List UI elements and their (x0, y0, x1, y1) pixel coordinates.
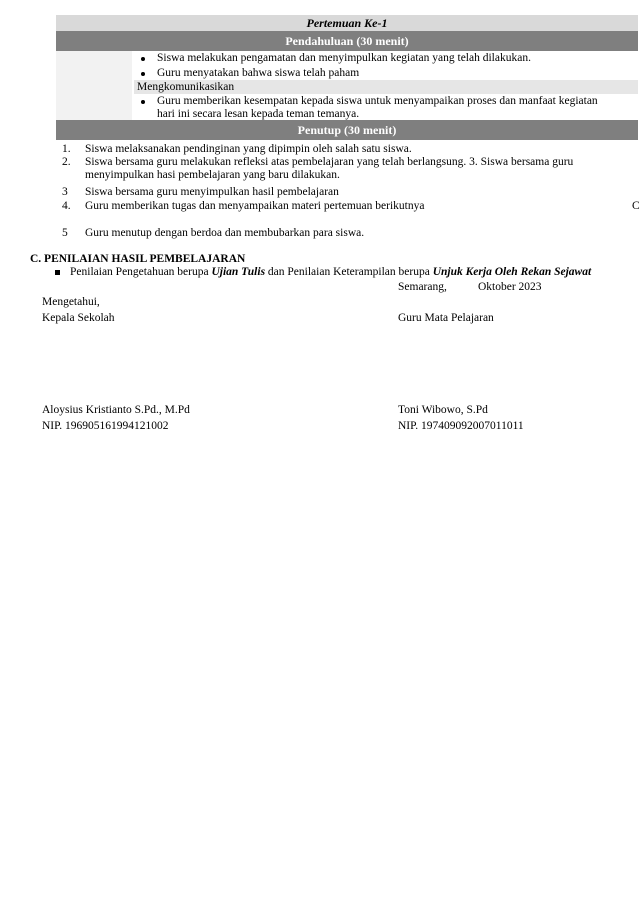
assessment-em-2: Unjuk Kerja Oleh Rekan Sejawat (432, 266, 592, 278)
assessment-em-1: Ujian Tulis (211, 266, 266, 278)
closing-item-4-text: Guru memberikan tugas dan menyampaikan materi pertemuan berikutnya (85, 200, 425, 212)
intro-bullet-1: Siswa melakukan pengamatan dan menyimpulkan kegiatan yang telah dilakukan. (157, 52, 531, 64)
closing-item-2-text-cont: menyimpulkan hasi pembelajaran yang baru dilakukan. (85, 169, 340, 181)
closing-item-3-text: Siswa bersama guru menyimpulkan hasil pembelajaran (85, 186, 339, 198)
intro-left-cell (56, 51, 132, 120)
meeting-title-row (56, 15, 638, 31)
closing-item-1-text: Siswa melaksanakan pendinginan yang dipimpin oleh salah satu siswa. (85, 143, 412, 155)
bullet-dot (141, 72, 145, 76)
closing-item-2-num: 2. (62, 156, 71, 168)
closing-item-4-num: 4. (62, 200, 71, 212)
closing-item-3-num: 3 (62, 186, 68, 198)
square-bullet-icon (55, 270, 60, 275)
left-signer-name: Aloysius Kristianto S.Pd., M.Pd (42, 404, 190, 416)
closing-item-1-num: 1. (62, 143, 71, 155)
bullet-dot (141, 57, 145, 61)
signature-place: Semarang, (398, 281, 447, 293)
left-label-2: Kepala Sekolah (42, 312, 115, 324)
intro-header: Pendahuluan (30 menit) (285, 34, 409, 48)
edge-glyph: C (632, 200, 640, 212)
assessment-text-2: dan Penilaian Keterampilan berupa (265, 266, 433, 278)
meeting-title: Pertemuan Ke-1 (306, 16, 388, 30)
closing-item-5-text: Guru menutup dengan berdoa dan membubarkan para siswa. (85, 227, 365, 239)
assessment-text-1: Penilaian Pengetahuan berupa (70, 266, 212, 278)
closing-item-2-text: Siswa bersama guru melakukan refleksi atas pembelajaran yang telah berlangsung. 3. Siswa bersama guru (85, 156, 574, 168)
bullet-dot (141, 100, 145, 104)
right-signer-name: Toni Wibowo, S.Pd (398, 404, 488, 416)
closing-header: Penutup (30 menit) (297, 123, 397, 137)
communicate-label: Mengkomunikasikan (137, 81, 235, 93)
section-c-assessment (70, 266, 591, 279)
communicate-bullet-line-1: Guru memberikan kesempatan kepada siswa untuk menyampaikan proses dan manfaat kegiatan (157, 95, 598, 107)
signature-date: Oktober 2023 (478, 281, 542, 293)
right-label: Guru Mata Pelajaran (398, 312, 494, 324)
left-signer-nip: NIP. 196905161994121002 (42, 420, 169, 432)
intro-bullet-2: Guru menyatakan bahwa siswa telah paham (157, 67, 360, 79)
left-label-1: Mengetahui, (42, 296, 100, 308)
section-c-title: C. PENILAIAN HASIL PEMBELAJARAN (30, 253, 246, 265)
right-signer-nip: NIP. 197409092007011011 (398, 420, 524, 432)
closing-header-row (56, 120, 638, 140)
communicate-bullet-line-2: hari ini secara lesan kepada teman temanya. (157, 108, 360, 120)
closing-item-5-num: 5 (62, 227, 68, 239)
intro-header-row (56, 31, 638, 51)
